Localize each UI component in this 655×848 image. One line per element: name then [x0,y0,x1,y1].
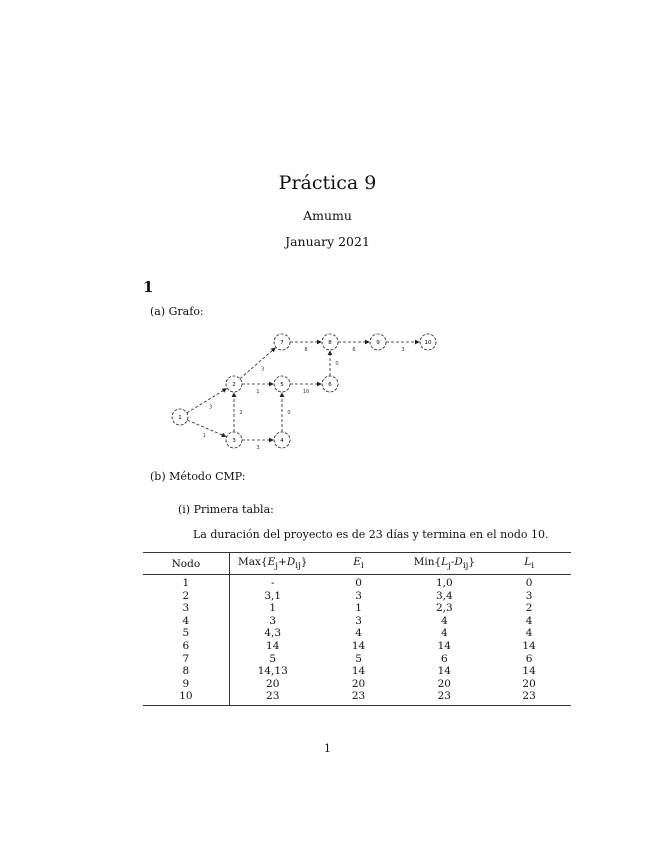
table-cell: 4,3 [264,627,282,640]
item-a-label: (a) Grafo: [150,305,204,318]
graph-edge [240,348,275,379]
edge-weight-label: 0 [335,361,339,367]
table-cell: 10 [143,690,229,705]
table-cell: 5 [355,652,362,665]
graph-edge [187,389,226,413]
table-row [143,665,571,678]
item-b-i-label: (i) Primera tabla: [178,503,274,516]
edge-weight-label: 1 [202,432,206,439]
edge-weight-label: 3 [401,347,405,353]
table-cell: 3 [355,589,362,602]
graph-node-label: 6 [328,382,332,388]
table-cell: 14 [437,665,451,678]
edge-weight-label: 1 [256,389,260,395]
header-ei: $E_i$ [316,553,402,575]
table-cell: 4 [525,614,533,627]
graph-node-label: 3 [232,438,236,444]
table-cell: 0 [355,577,362,590]
table-cell: 3,1 [264,589,282,602]
edge-weight-label: 3 [209,404,213,411]
edge-weight-label: 3 [256,445,260,451]
paper-title: Práctica 9 [278,172,377,194]
table-cell: 20 [266,677,280,690]
table-cell: 14,13 [257,665,288,678]
graph-node-label: 9 [376,340,380,346]
table-cell: 9 [143,678,229,691]
table-cell: 1 [143,575,229,590]
table-row [143,602,571,615]
table-row [143,615,571,628]
section-number: 1 [143,278,154,296]
item-b-label: (b) Método CMP: [150,470,246,483]
table-row [143,653,571,666]
graph-node-label: 2 [232,382,236,388]
graph-node-label: 8 [328,340,332,346]
table-cell: 20 [351,677,366,690]
table-cell: 4 [143,615,229,628]
table-cell: 14 [522,640,536,653]
table-cell: 5 [143,627,229,640]
table-cell: 5 [269,652,277,665]
project-duration-note: La duración del proyecto es de 23 días y termina en el nodo 10. [193,528,549,541]
table-cell: 2 [143,590,229,603]
table-cell: 2,3 [435,602,453,615]
edge-weight-label: 6 [352,347,356,353]
table-cell: 6 [143,640,229,653]
table-cell: 20 [522,677,536,690]
table-row [143,627,571,640]
table-cell: 1 [269,602,277,615]
graph-node-label: 1 [178,415,182,421]
edge-weight-label: 10 [302,389,310,395]
table-cell: - [270,577,275,590]
table-cell: 4 [355,627,362,640]
table-row [143,575,571,590]
header-nodo: Nodo [143,553,229,575]
table-cell: 1 [355,602,362,615]
table-cell: 23 [229,690,315,705]
graph-node-label: 7 [280,340,284,346]
table-cell: 3 [525,589,533,602]
table-cell: 3 [269,614,277,627]
paper-date: January 2021 [285,234,370,249]
table-cell: 23 [316,690,402,705]
table-cell: 6 [525,652,533,665]
edge-weight-label: 2 [239,410,243,416]
table-row [143,640,571,653]
table-cell: 8 [143,665,229,678]
table-row [143,690,571,705]
edge-weight-label: 0 [287,410,291,416]
table-cell: 20 [437,677,451,690]
table-cell: 4 [440,614,448,627]
table-cell: 14 [351,665,366,678]
table-cell: 3,4 [435,589,453,602]
paper-author: Amumu [303,208,352,223]
table-cell: 4 [440,627,448,640]
table-header-row [143,553,571,575]
header-max: $Max\{E_j+D_{ij}\}$ [229,553,315,575]
table-cell: 7 [143,653,229,666]
edge-weight-label: 3 [261,366,265,373]
table-cell: 4 [525,627,533,640]
graph-node-label: 10 [424,340,432,346]
project-graph [160,322,450,457]
table-cell: 14 [522,665,536,678]
graph-node-label: 4 [280,438,284,444]
cmp-table [143,552,571,706]
table-cell: 2 [525,602,533,615]
table-cell: 6 [440,652,448,665]
header-li: $L_i$ [487,553,571,575]
header-min: $Min\{L_j-D_{ij}\}$ [401,553,487,575]
table-cell: 14 [437,640,451,653]
table-cell: 23 [401,690,487,705]
graph-edge [187,420,225,436]
edge-weight-label: 8 [304,347,308,353]
table-cell: 3 [355,614,362,627]
table-row [143,678,571,691]
table-cell: 14 [266,640,280,653]
table-cell: 23 [487,690,571,705]
page-number: 1 [324,742,331,755]
table-cell: 14 [351,640,366,653]
table-cell: 1,0 [435,577,453,590]
table-body [143,575,571,706]
table-row [143,590,571,603]
table-cell: 0 [525,577,533,590]
graph-node-label: 5 [280,382,284,388]
table-cell: 3 [143,602,229,615]
